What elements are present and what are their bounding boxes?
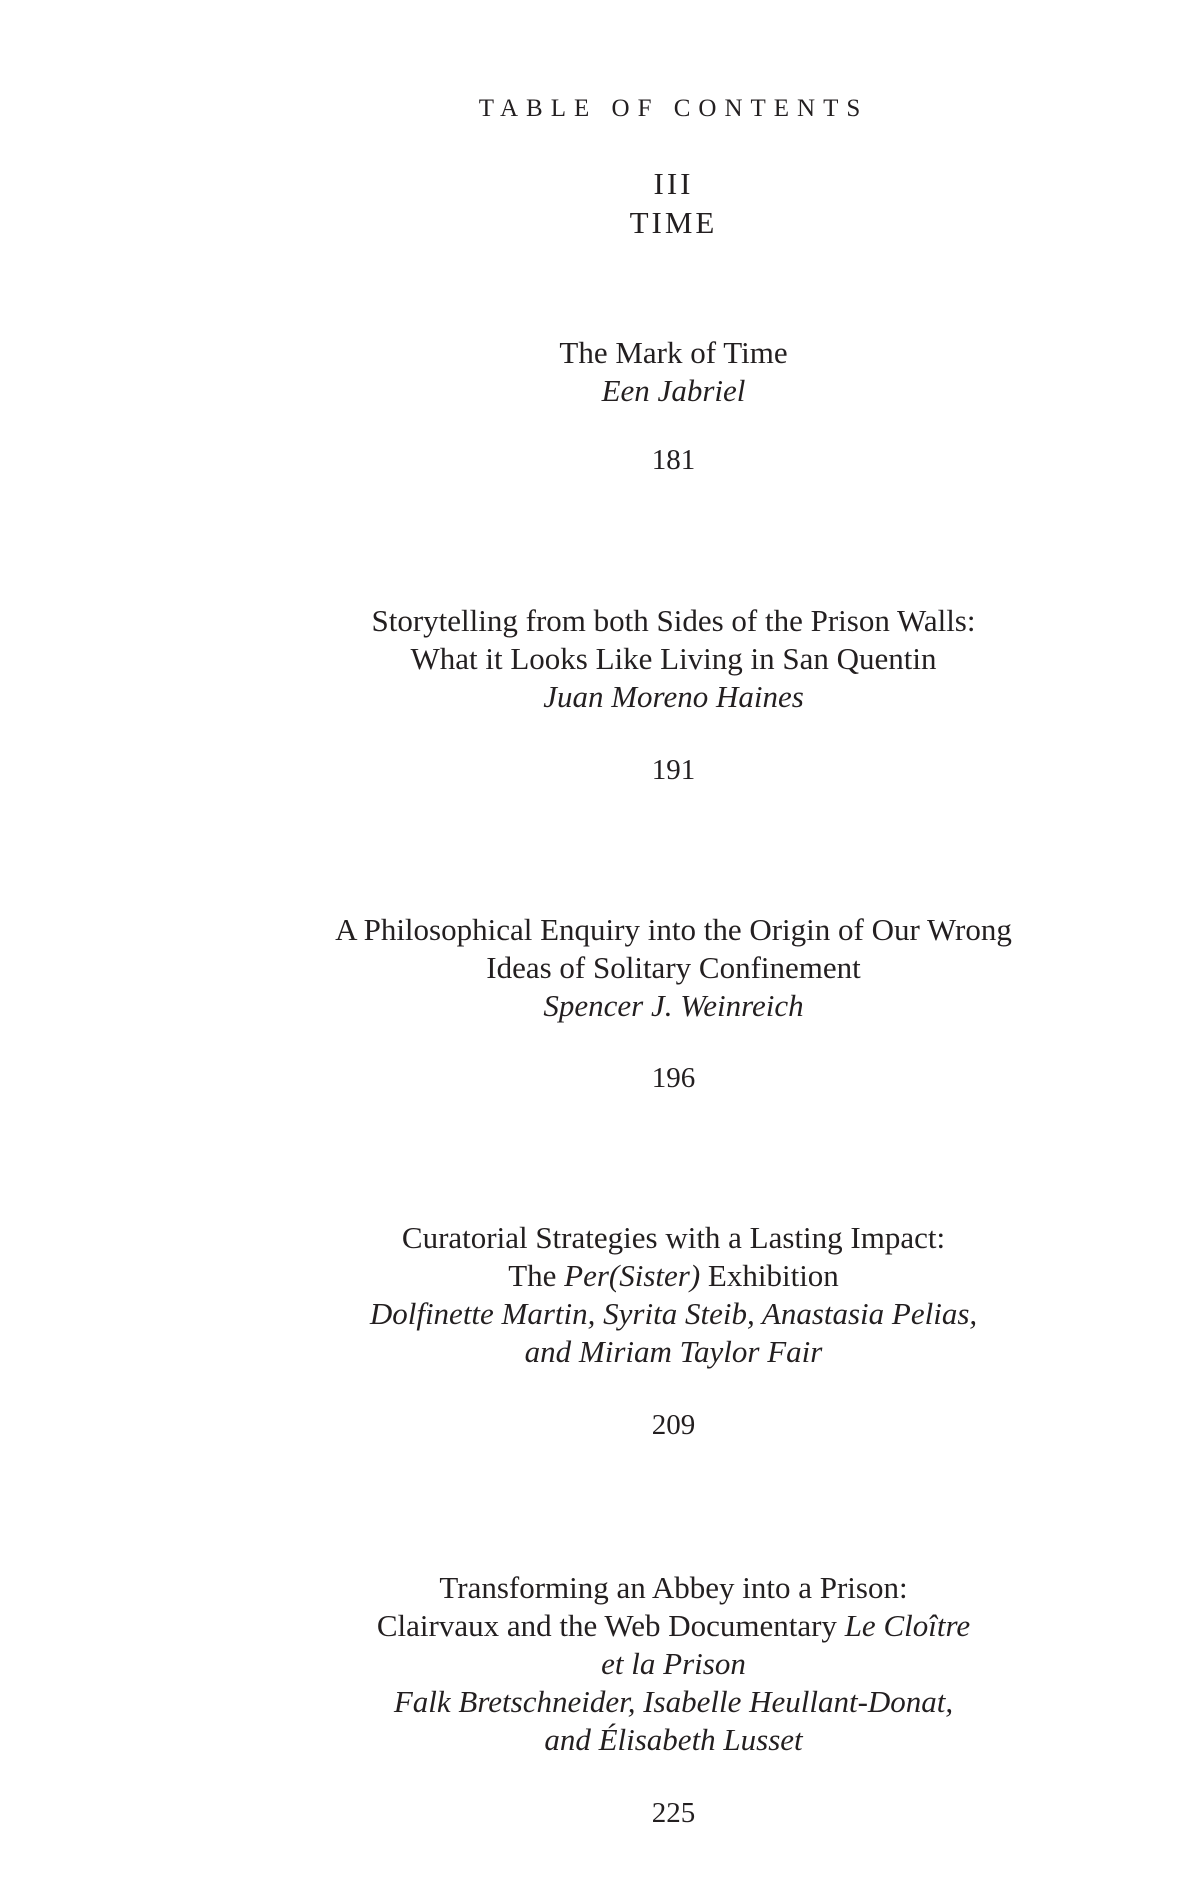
entry-title-italic: et la Prison: [601, 1646, 746, 1681]
entry-title-text: Clairvaux and the Web Documentary: [376, 1608, 845, 1643]
entry-title: Curatorial Strategies with a Lasting Impact:: [401, 1220, 946, 1255]
entry-title-text: Exhibition: [700, 1258, 839, 1293]
entry-title-italic: Le Cloître: [844, 1608, 971, 1643]
entry-title: The Mark of Time: [559, 335, 788, 370]
running-header: TABLE OF CONTENTS: [478, 95, 869, 122]
entry-author: Een Jabriel: [601, 373, 746, 408]
entry-title: A Philosophical Enquiry into the Origin of Our Wrong: [335, 912, 1012, 947]
entry-title-text: The: [508, 1258, 565, 1293]
toc-entry[interactable]: [0, 1219, 1182, 1371]
entry-title: Storytelling from both Sides of the Prison Walls:: [371, 603, 976, 638]
toc-entry[interactable]: [0, 334, 1182, 410]
entry-page-number[interactable]: 209: [651, 1409, 696, 1441]
entry-title-line: [165, 1257, 1182, 1295]
entry-page-number[interactable]: 196: [651, 1062, 696, 1094]
entry-page-number[interactable]: 225: [651, 1797, 696, 1829]
entry-page-number[interactable]: 191: [651, 754, 696, 786]
entry-author: and Miriam Taylor Fair: [524, 1334, 823, 1369]
toc-entry[interactable]: [0, 911, 1182, 1025]
entry-author: Spencer J. Weinreich: [543, 988, 804, 1023]
entry-title-italic: Per(Sister): [564, 1258, 701, 1293]
entry-title: What it Looks Like Living in San Quentin: [410, 641, 937, 676]
entry-author: Dolfinette Martin, Syrita Steib, Anastasia Pelias,: [369, 1296, 978, 1331]
toc-entry[interactable]: [0, 1569, 1182, 1759]
entry-title: Transforming an Abbey into a Prison:: [439, 1570, 908, 1605]
entry-title-line: [165, 1607, 1182, 1645]
toc-entry[interactable]: [0, 602, 1182, 716]
section-title: TIME: [629, 205, 718, 240]
entry-author: and Élisabeth Lusset: [544, 1722, 803, 1757]
entry-title: Ideas of Solitary Confinement: [486, 950, 861, 985]
section-number: III: [653, 166, 694, 201]
entry-author: Juan Moreno Haines: [543, 679, 804, 714]
entry-page-number[interactable]: 181: [651, 444, 696, 476]
entry-author: Falk Bretschneider, Isabelle Heullant-Donat,: [393, 1684, 954, 1719]
